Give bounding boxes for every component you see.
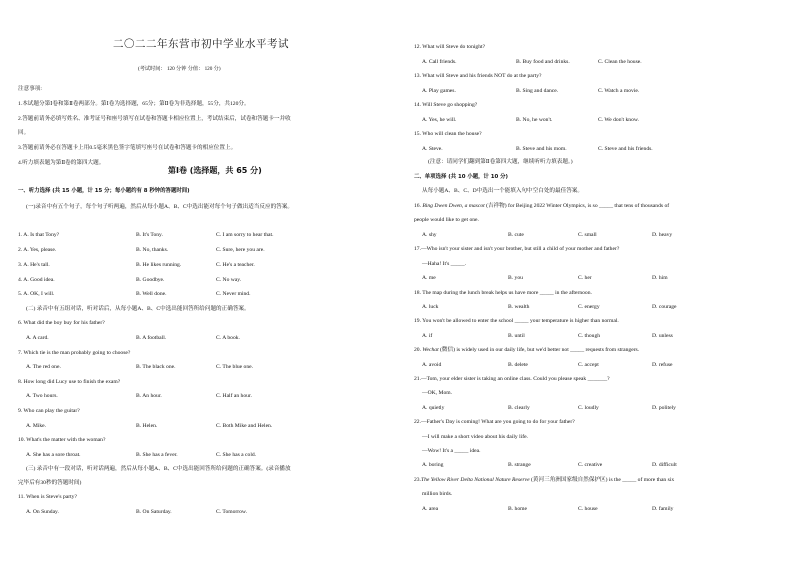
option-c: C. her — [578, 275, 592, 281]
question-stem-cont: million birds. — [422, 491, 453, 497]
q20-prefix: 20. — [414, 347, 423, 353]
notice-4: 3.答题前请务必在答题卡上用0.5毫米黑色签字笔填写座号在试卷和答题卡的相应位置上。 — [18, 145, 237, 151]
option-a: 3. A. He's tall. — [18, 262, 50, 268]
question-stem: 21.—Tom, your elder sister is taking an online class. Could you please speak _______? — [414, 376, 610, 382]
option-c: C. Never mind. — [216, 291, 251, 297]
question-stem-cont: —I will make a short video about his daily life. — [422, 434, 528, 440]
option-c: C. A book. — [216, 335, 240, 341]
question-stem: 11. When is Steve's party? — [18, 494, 77, 500]
question-row — [18, 247, 388, 255]
part2-heading: 二、单项选择 (共 10 小题，计 10 分) — [414, 174, 509, 180]
option-a: 1. A. Is that Tony? — [18, 232, 60, 238]
option-b: B. clearly — [508, 405, 530, 411]
option-b: B. Goodbye. — [136, 277, 165, 283]
question-stem: 22.—Father's Day is coming! What are you going to do for your father? — [414, 419, 575, 425]
option-a: A. A card. — [26, 335, 49, 341]
option-c: C. Steve and his friends. — [598, 146, 653, 152]
option-b: B. It's Tony. — [136, 232, 163, 238]
option-a: A. She has a sore throat. — [26, 452, 81, 458]
options-row — [414, 304, 784, 312]
options-row — [414, 275, 784, 283]
q16-rest: (吉祥物) for Beijing 2022 Winter Olympics, is so _____ that tens of thousands of — [484, 203, 670, 209]
question-stem-cont: —Haha! It's _____. — [422, 261, 467, 267]
option-b: B. A football. — [136, 335, 167, 341]
option-c: C. small — [578, 232, 597, 238]
question-stem: 9. Who can play the guitar? — [18, 408, 80, 414]
part1-sub3-line1: (三) 录音中有一段对话，听对话两遍，然后从每小题A、B、C中选出能回答所给问题的正确答案。(录音播放 — [26, 466, 291, 472]
question-stem: 8. How long did Lucy use to finish the exam? — [18, 379, 121, 385]
options-row — [414, 462, 784, 470]
option-b: B. The black one. — [136, 364, 176, 370]
part1-sub1: (一)录音中有五个句子，每个句子听两遍，然后从每小题A、B、C中选出能对每个句子做出适当反应的答案。 — [26, 204, 293, 210]
option-b: B. No, thanks. — [136, 247, 169, 253]
question-stem: 15. Who will clean the house? — [414, 131, 482, 137]
option-d: D. courage — [652, 304, 677, 310]
question-stem: 14. Will Steve go shopping? — [414, 102, 478, 108]
option-a: A. luck — [422, 304, 439, 310]
notice-heading: 注意事项: — [18, 86, 42, 92]
option-a: A. Steve. — [422, 146, 443, 152]
option-a: A. The red one. — [26, 364, 61, 370]
q20-rest: (微信) is widely used in our daily life, but we'd better not _____ requests from strangers. — [438, 347, 640, 353]
option-a: A. Two hours. — [26, 393, 58, 399]
options-row — [414, 146, 784, 154]
option-a: A. if — [422, 333, 433, 339]
option-b: B. Steve and his mom. — [516, 146, 567, 152]
option-b: B. until — [508, 333, 525, 339]
option-c: C. creative — [578, 462, 603, 468]
part1-sub3-line2: 完毕后有30秒的答题时间) — [18, 480, 82, 486]
notice-1: 1.本试题分第Ⅰ卷和第Ⅱ卷两部分。第Ⅰ卷为选择题，65分；第Ⅱ卷为非选择题，55分，共120分。 — [18, 101, 250, 107]
option-c: C. The blue one. — [216, 364, 254, 370]
part1-sub2: (二) 录音中有五组对话，听对话后，从每小题A、B、C中选出能回答所给问题的正确答案。 — [26, 306, 250, 312]
option-d: D. refuse — [652, 362, 673, 368]
option-a: A. area — [422, 506, 439, 512]
option-a: A. me — [422, 275, 436, 281]
options-row — [414, 117, 784, 125]
question-stem: 6. What did the boy buy for his father? — [18, 320, 105, 326]
option-b: B. No, he won't. — [516, 117, 553, 123]
option-a: A. avoid — [422, 362, 442, 368]
question-stem: 7. Which tie is the man probably going to choose? — [18, 350, 131, 356]
option-d: D. family — [652, 506, 674, 512]
question-stem-cont: people would like to get one. — [414, 217, 479, 223]
option-b: B. delete — [508, 362, 528, 368]
option-b: B. On Saturday. — [136, 509, 172, 515]
option-b: B. He likes running. — [136, 262, 182, 268]
question-row — [18, 277, 388, 285]
exam-title: 二〇二二年东营市初中学业水平考试 — [113, 38, 289, 50]
option-c: C. Clean the house. — [598, 59, 642, 65]
option-b: B. Helen. — [136, 423, 158, 429]
question-stem — [414, 347, 639, 355]
option-a: 4. A. Good idea. — [18, 277, 55, 283]
option-c: C. We don't know. — [598, 117, 639, 123]
question-row — [18, 262, 388, 270]
option-a: A. Mike. — [26, 423, 47, 429]
options-row — [18, 335, 388, 343]
option-c: C. Sure, here you are. — [216, 247, 265, 253]
option-c: C. accept — [578, 362, 599, 368]
option-b: B. you — [508, 275, 523, 281]
option-c: C. No way. — [216, 277, 242, 283]
option-b: B. Sing and dance. — [516, 88, 559, 94]
q23-rest: (黄河三角洲国家级自然保护区) is the _____ of more than six — [529, 477, 675, 483]
option-a: A. Play games. — [422, 88, 456, 94]
question-stem — [414, 477, 674, 485]
part2-intro: 从每小题A、B、C、D中选出一个能填入句中空白处的最佳答案。 — [422, 188, 583, 194]
question-stem: 19. You won't be allowed to enter the school _____ your temperature is higher than normal. — [414, 318, 619, 324]
section1-title: 第Ⅰ卷 (选择题，共 65 分) — [168, 166, 262, 175]
question-row — [18, 291, 388, 299]
question-row — [18, 232, 388, 240]
notice-5: 4.听力填表题为第Ⅱ卷的第四大题。 — [18, 160, 105, 166]
option-c: C. energy — [578, 304, 600, 310]
notice-2: 2.答题前请务必填写姓名、准考证号和座号填写在试卷和答题卡相应位置上，考试结束后，试卷和答题卡一并收 — [18, 116, 291, 122]
question-stem: 13. What will Steve and his friends NOT do at the party? — [414, 73, 542, 79]
option-a: 5. A. OK, I will. — [18, 291, 55, 297]
option-c: C. house — [578, 506, 598, 512]
part1-heading: 一、听力选择 (共 15 小题，计 15 分；每小题约有 8 秒钟的答题时间) — [18, 188, 190, 194]
question-stem: 12. What will Steve do tonight? — [414, 44, 486, 50]
option-b: B. wealth — [508, 304, 530, 310]
options-row — [18, 423, 388, 431]
question-stem: 17.—Who isn't your sister and isn't your brother, but still a child of your mother and father? — [414, 246, 620, 252]
option-d: D. difficult — [652, 462, 677, 468]
option-b: B. Well done. — [136, 291, 167, 297]
q20-italic: Wechat — [422, 347, 439, 353]
q23-prefix: 23. — [414, 477, 421, 483]
option-c: C. loudly — [578, 405, 599, 411]
option-b: B. An hour. — [136, 393, 162, 399]
option-c: C. Half an hour. — [216, 393, 252, 399]
q23-italic: The Yellow River Delta National Nature Reserve — [421, 477, 530, 483]
option-c: C. Tomorrow. — [216, 509, 247, 515]
q16-italic: Bing Dwen Dwen, a mascot — [422, 203, 485, 209]
options-row — [414, 88, 784, 96]
option-c: C. I am sorry to hear that. — [216, 232, 274, 238]
option-a: A. shy — [422, 232, 437, 238]
option-d: D. heavy — [652, 232, 673, 238]
option-c: C. Both Mike and Helen. — [216, 423, 273, 429]
options-row — [414, 362, 784, 370]
option-d: D. him — [652, 275, 668, 281]
options-row — [414, 59, 784, 67]
options-row — [414, 405, 784, 413]
option-a: A. Call friends. — [422, 59, 457, 65]
options-row — [414, 333, 784, 341]
option-d: D. unless — [652, 333, 673, 339]
options-row — [18, 393, 388, 401]
question-stem: 18. The map during the lunch break helps us have more _____ in the afternoon. — [414, 290, 592, 296]
question-stem: 10. What's the matter with the woman? — [18, 437, 106, 443]
question-stem-cont: —Wow! It's a _____ idea. — [422, 448, 481, 454]
option-b: B. She has a fever. — [136, 452, 178, 458]
option-c: C. Watch a movie. — [598, 88, 640, 94]
option-b: B. cute — [508, 232, 524, 238]
notice-3: 回。 — [18, 130, 30, 136]
option-c: C. though — [578, 333, 601, 339]
option-a: A. boring — [422, 462, 444, 468]
option-a: A. On Sunday. — [26, 509, 59, 515]
question-stem: 16. Bing Dwen Dwen, a mascot (吉祥物) for Beijing 2022 Winter Olympics, is so _____ that tens of thousands of — [414, 203, 670, 209]
options-row — [414, 506, 784, 514]
question-stem-cont: —OK, Mom. — [422, 390, 452, 396]
option-b: B. Buy food and drinks. — [516, 59, 570, 65]
option-c: C. She has a cold. — [216, 452, 257, 458]
listening-note: (注意：请同学们翻到第Ⅱ卷第四大题，继续听听力填表题。) — [428, 159, 573, 165]
exam-time: (考试时间： 120 分钟 分值： 120 分) — [138, 66, 221, 72]
options-row — [414, 232, 784, 240]
option-c: C. He's a teacher. — [216, 262, 255, 268]
option-a: A. quietly — [422, 405, 445, 411]
option-b: B. home — [508, 506, 527, 512]
option-a: A. Yes, he will. — [422, 117, 457, 123]
option-a: 2. A. Yes, please. — [18, 247, 57, 253]
options-row — [18, 509, 388, 517]
options-row — [18, 364, 388, 372]
options-row — [18, 452, 388, 460]
option-d: D. politely — [652, 405, 676, 411]
option-b: B. strange — [508, 462, 531, 468]
